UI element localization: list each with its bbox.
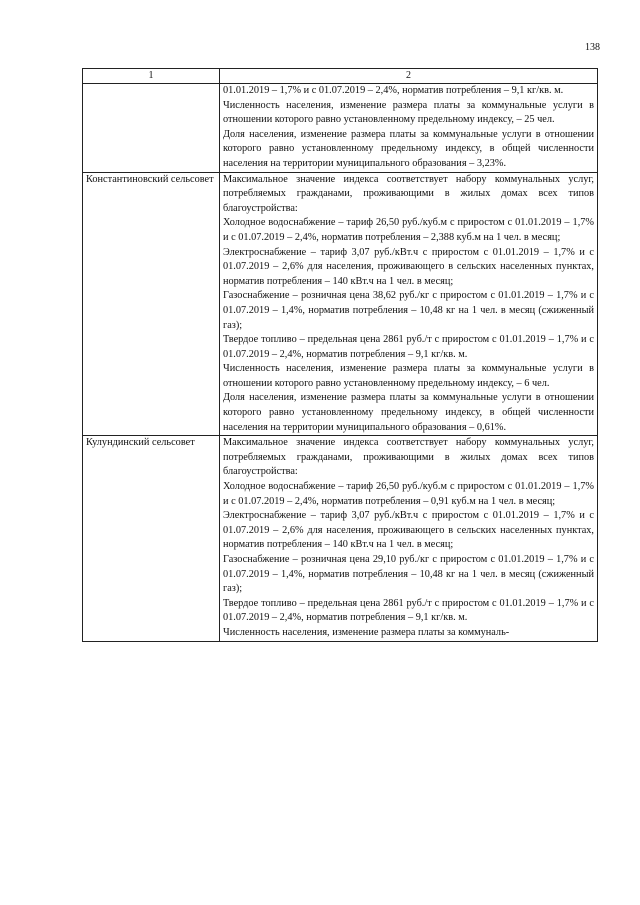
- row-description: [220, 436, 598, 641]
- paragraph: Численность населения, изменение размера платы за коммунальные услуги в отношении которого равно установленному предельному индексу, – 6 чел.: [223, 363, 594, 389]
- table-row: [83, 436, 598, 641]
- paragraph: Холодное водоснабжение – тариф 26,50 руб./куб.м с приростом с 01.01.2019 – 1,7% и с 01.07.2019 – 2,4%, норматив потребления – 0,91 куб.м на 1 чел. в месяц;: [223, 481, 594, 507]
- page-number: 138: [585, 42, 600, 53]
- paragraph: Электроснабжение – тариф 3,07 руб./кВт.ч с приростом с 01.01.2019 – 1,7% и с 01.07.2019 – 2,6% для населения, проживающего в сельских населенных пунктах, норматив потребления – 140 кВт.ч на 1 чел. в месяц;: [223, 510, 594, 551]
- column-2-header: 2: [220, 69, 598, 84]
- table-row: [83, 84, 598, 173]
- paragraph: Холодное водоснабжение – тариф 26,50 руб./куб.м с приростом с 01.01.2019 – 1,7% и с 01.07.2019 – 2,4%, норматив потребления – 2,388 куб.м на 1 чел. в месяц;: [223, 217, 594, 243]
- paragraph: Газоснабжение – розничная цена 29,10 руб./кг с приростом с 01.01.2019 – 1,7% и с 01.07.2019 – 1,4%, норматив потребления – 10,48 кг на 1 чел. в месяц (сжиженный газ);: [223, 554, 594, 595]
- table-header-row: [83, 69, 598, 84]
- row-description: [220, 84, 598, 173]
- paragraph: Твердое топливо – предельная цена 2861 руб./т с приростом с 01.01.2019 – 1,7% и с 01.07.2019 – 2,4%, норматив потребления – 9,1 кг/кв. м.: [223, 597, 594, 624]
- municipality-name: Константиновский сельсовет: [83, 172, 220, 436]
- paragraph: Максимальное значение индекса соответствует набору коммунальных услуг, потребляемых гражданами, проживающими в жилых домах всех типов благоустройства:: [223, 173, 594, 214]
- municipality-name: Кулундинский сельсовет: [83, 436, 220, 641]
- municipality-name: [83, 84, 220, 173]
- paragraph: Электроснабжение – тариф 3,07 руб./кВт.ч с приростом с 01.01.2019 – 1,7% и с 01.07.2019 – 2,6% для населения, проживающего в сельских населенных пунктах, норматив потребления – 140 кВт.ч на 1 чел. в месяц;: [223, 246, 594, 287]
- table-row: [83, 172, 598, 436]
- paragraph: 01.01.2019 – 1,7% и с 01.07.2019 – 2,4%, норматив потребления – 9,1 кг/кв. м.: [223, 85, 564, 96]
- paragraph: Максимальное значение индекса соответствует набору коммунальных услуг, потребляемых гражданами, проживающими в жилых домах всех типов благоустройства:: [223, 437, 594, 478]
- column-1-header: 1: [83, 69, 220, 84]
- row-description: [220, 172, 598, 436]
- paragraph: Доля населения, изменение размера платы за коммунальные услуги в отношении которого равно установленному предельному индексу, в общей численности населения на территории муниципального образования – 0,61%.: [223, 392, 594, 433]
- paragraph: Твердое топливо – предельная цена 2861 руб./т с приростом с 01.01.2019 – 1,7% и с 01.07.2019 – 2,4%, норматив потребления – 9,1 кг/кв. м.: [223, 334, 594, 360]
- tariff-table: [82, 68, 598, 642]
- paragraph: Численность населения, изменение размера платы за коммуналь-: [223, 626, 510, 638]
- paragraph: Численность населения, изменение размера платы за коммунальные услуги в отношении которого равно установленному предельному индексу, – 25 чел.: [223, 99, 594, 126]
- paragraph: Газоснабжение – розничная цена 38,62 руб./кг с приростом с 01.01.2019 – 1,7% и с 01.07.2019 – 1,4%, норматив потребления – 10,48 кг на 1 чел. в месяц (сжиженный газ);: [223, 290, 594, 331]
- paragraph: Доля населения, изменение размера платы за коммунальные услуги в отношении которого равно установленному предельному индексу, в общей численности населения на территории муниципального образования – 3,23%.: [223, 128, 594, 169]
